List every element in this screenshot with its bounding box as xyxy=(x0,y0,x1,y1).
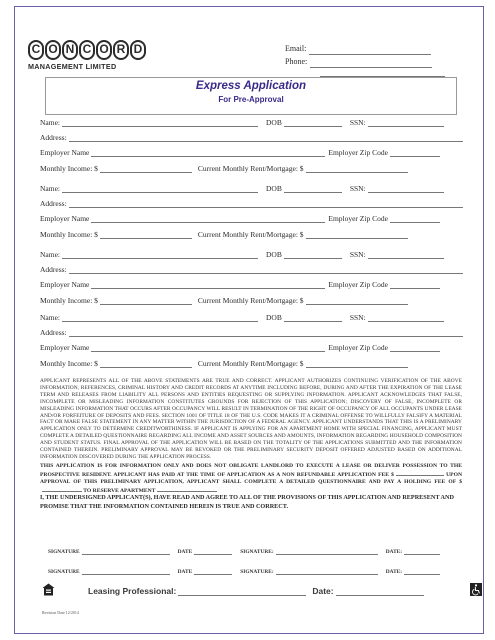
date-field[interactable] xyxy=(194,569,232,575)
name-field[interactable] xyxy=(62,119,258,127)
logo-letter: O xyxy=(96,40,112,60)
leasing-professional-row xyxy=(88,586,424,596)
employer-name-field[interactable] xyxy=(91,215,325,223)
date-field[interactable] xyxy=(404,569,440,575)
dob-label: DOB xyxy=(266,250,282,259)
dob-field[interactable] xyxy=(284,185,342,193)
ssn-label: SSN: xyxy=(349,118,366,127)
email-field[interactable] xyxy=(309,46,431,55)
address-field[interactable] xyxy=(69,134,463,142)
phone-label: Phone: xyxy=(285,57,308,66)
dob-label: DOB xyxy=(266,184,282,193)
signature-field[interactable] xyxy=(82,549,170,555)
logo-letter: D xyxy=(130,40,146,60)
address-label: Address: xyxy=(40,265,67,274)
applicant-row xyxy=(40,118,444,127)
ssn-field[interactable] xyxy=(368,314,444,322)
employer-name-label: Employer Name xyxy=(40,148,90,157)
ssn-label: SSN: xyxy=(349,184,366,193)
rent-label: Current Monthly Rent/Mortgage: $ xyxy=(197,230,304,239)
name-label: Name: xyxy=(40,118,60,127)
employer-zip-field[interactable] xyxy=(390,281,440,289)
application-notice xyxy=(40,463,462,495)
accessibility-icon xyxy=(470,583,482,596)
employer-name-field[interactable] xyxy=(91,344,325,352)
form-subtitle: For Pre-Approval xyxy=(218,95,284,104)
employer-name-label: Employer Name xyxy=(40,280,90,289)
applicant-row xyxy=(40,359,408,368)
phone-row xyxy=(285,55,445,68)
applicant-row xyxy=(40,328,463,337)
rent-field[interactable] xyxy=(306,360,408,368)
logo-letter: C xyxy=(28,40,44,60)
monthly-income-field[interactable] xyxy=(100,231,192,239)
notice-text-2: UPON APPROVAL OF THIS PRELIMINARY APPLICATION, APPLICANT SHALL COMPLETE A DETAILED QUESTIONNAIRE AND PAY A HOLDING FEE OF $ xyxy=(40,472,462,485)
applicant-row xyxy=(40,265,463,274)
legal-disclaimer: APPLICANT REPRESENTS ALL OF THE ABOVE STATEMENTS ARE TRUE AND CORRECT. APPLICANT AUTHORIZES CONTINUING VERIFICATION OF THE ABOVE INFORMATION, REFERENCES, CRIMINAL HISTORY AND CREDIT RECORDS AT ANYTIME INCLUDING BEFORE, DURING AND AFTER THE EXPIRATION OF THE LEASE TERM AND RELEASES FROM LIABILITY ALL PERSONS AND ENTITIES REQUESTING OR SUPPLYING INFORMATION. APPLICANT ACKNOWLEDGES THAT FALSE, INCOMPLETE OR MISLEADING INFORMATION CONSTITUTES GROUNDS FOR REJECTION OF THIS APPLICATION; DISCOVERY OF FALSE, INCOMPLETE OR MISLEADING INFORMATION THAT OCCURS AFTER OCCUPANCY WILL RESULT IN TERMINATION OF THE RIGHT OF OCCUPANCY OF ALL OCCUPANTS UNDER LEASE AND/OR FORFEITURE OF DEPOSITS AND FEES. SECTION 1001 OF TITLE 18 OF THE U.S. CODE MAKES IT A CRIMINAL OFFENSE TO WILLFULLY FALSIFY A MATERIAL FACT OR MAKE FALSE STATEMENT IN ANY MATTER WITHIN THE JURISDICTION OF A FEDERAL AGENCY. APPLICANT UNDERSTANDS THAT THIS IS A PRELIMINARY APPLICATION ONLY TO DETERMINE CREDITWORTHINESS. IF APPLICANT IS APPLYING FOR AN APARTMENT HOME WITH SPECIAL FINANCING, APPLICANT MUST COMPLETE A DETAILED QUESTIONNAIRE REGARDING ALL INCOME AND ASSET SOURCES AND AMOUNTS, INFORMATION REGARDING HOUSEHOLD COMPOSITION AND STUDENT STATUS. FINAL APPROVAL OF THE APPLICATION WILL BE BASED ON THE TOTALITY OF THE APPLICATIONS SUBMITTED AND THE INFORMATION CONTAINED THEREIN. PRELIMINARY APPROVAL MAY BE REVOKED OR THE PRELIMINARY SECURITY DEPOSIT OFFERED ADJUSTED BASED ON ADDITIONAL INFORMATION DISCOVERED DURING THE APPLICATION PROCESS. xyxy=(40,378,462,460)
name-field[interactable] xyxy=(62,185,258,193)
rent-label: Current Monthly Rent/Mortgage: $ xyxy=(197,359,304,368)
address-label: Address: xyxy=(40,199,67,208)
monthly-income-field[interactable] xyxy=(100,297,192,305)
date-label: DATE xyxy=(177,569,193,575)
employer-name-field[interactable] xyxy=(91,149,325,157)
logo-letter: O xyxy=(45,40,61,60)
revision-date: Revision Date 12/2014 xyxy=(42,610,79,615)
monthly-income-label: Monthly Income: $ xyxy=(40,359,98,368)
monthly-income-label: Monthly Income: $ xyxy=(40,164,98,173)
date-label: DATE: xyxy=(385,569,403,575)
applicant-row xyxy=(40,230,408,239)
employer-zip-label: Employer Zip Code xyxy=(328,148,388,157)
employer-zip-label: Employer Zip Code xyxy=(328,214,388,223)
form-title: Express Application xyxy=(195,80,307,92)
dob-field[interactable] xyxy=(284,314,342,322)
holding-fee-field[interactable] xyxy=(42,486,82,492)
name-field[interactable] xyxy=(62,314,258,322)
rent-field[interactable] xyxy=(306,165,408,173)
email-row xyxy=(285,42,445,55)
signature-label: SIGNATURE xyxy=(48,549,80,555)
application-fee-field[interactable] xyxy=(396,470,444,476)
applicant-row xyxy=(40,250,444,259)
date-label: DATE: xyxy=(385,549,403,555)
signature-label: SIGNATURE: xyxy=(240,569,274,575)
employer-zip-label: Employer Zip Code xyxy=(328,280,388,289)
applicant-row xyxy=(40,164,408,173)
applicant-row xyxy=(40,184,444,193)
name-label: Name: xyxy=(40,313,60,322)
dob-field[interactable] xyxy=(284,251,342,259)
name-label: Name: xyxy=(40,184,60,193)
applicant-row xyxy=(40,133,463,142)
ssn-field[interactable] xyxy=(368,119,444,127)
date-field[interactable] xyxy=(404,549,440,555)
dob-label: DOB xyxy=(266,313,282,322)
signature-field[interactable] xyxy=(276,569,378,575)
applicant-row xyxy=(40,199,463,208)
logo-wordmark xyxy=(28,40,148,60)
contact-fields xyxy=(285,42,445,77)
address-label: Address: xyxy=(40,328,67,337)
dob-label: DOB xyxy=(266,118,282,127)
applicant-row xyxy=(40,313,444,322)
rent-label: Current Monthly Rent/Mortgage: $ xyxy=(197,164,304,173)
signature-row-1 xyxy=(48,549,440,555)
phone-field[interactable] xyxy=(310,59,432,68)
employer-zip-label: Employer Zip Code xyxy=(328,343,388,352)
employer-zip-field[interactable] xyxy=(390,215,440,223)
leasing-date-label: Date: xyxy=(312,586,334,596)
address-field[interactable] xyxy=(69,200,463,208)
employer-name-field[interactable] xyxy=(91,281,325,289)
monthly-income-label: Monthly Income: $ xyxy=(40,296,98,305)
address-field[interactable] xyxy=(69,329,463,337)
rent-field[interactable] xyxy=(306,231,408,239)
name-field[interactable] xyxy=(62,251,258,259)
logo-letter: R xyxy=(113,40,129,60)
ssn-field[interactable] xyxy=(368,251,444,259)
signature-field[interactable] xyxy=(276,549,378,555)
applicant-row xyxy=(40,148,440,157)
leasing-date-field[interactable] xyxy=(336,588,424,596)
contact-extra-line[interactable] xyxy=(320,68,445,77)
employer-zip-field[interactable] xyxy=(390,344,440,352)
notice-text-1: THIS APPLICATION IS FOR INFORMATION ONLY AND DOES NOT OBLIGATE LANDLORD TO EXECUTE A LEASE OR DELIVER POSSESSION TO THE PROSPECTIVE RESIDENT. APPLICANT HAS PAID AT THE TIME OF APPLICATION AS A NON REFUNDABLE APPLICATION FEE $ xyxy=(40,463,462,478)
logo-subtitle: MANAGEMENT LIMITED xyxy=(28,62,117,71)
rent-field[interactable] xyxy=(306,297,408,305)
logo-letter: N xyxy=(62,40,78,60)
address-field[interactable] xyxy=(69,266,463,274)
employer-zip-field[interactable] xyxy=(390,149,440,157)
agreement-statement: I, THE UNDERSIGNED APPLICANT(S), HAVE READ AND AGREE TO ALL OF THE PROVISIONS OF THIS APPLICATION AND REPRESENT AND PROMISE THAT THE INFORMATION CONTAINED HEREIN IS TRUE AND CORRECT. xyxy=(40,494,454,510)
logo-letter: C xyxy=(79,40,95,60)
rent-label: Current Monthly Rent/Mortgage: $ xyxy=(197,296,304,305)
leasing-professional-field[interactable] xyxy=(178,588,306,596)
ssn-label: SSN: xyxy=(349,313,366,322)
name-label: Name: xyxy=(40,250,60,259)
signature-row-2 xyxy=(48,569,440,575)
applicant-row xyxy=(40,214,440,223)
signature-label: SIGNATURE: xyxy=(240,549,274,555)
employer-name-label: Employer Name xyxy=(40,343,90,352)
signature-label: SIGNATURE xyxy=(48,569,80,575)
employer-name-label: Employer Name xyxy=(40,214,90,223)
notice-text-3: TO RESERVE APARTMENT xyxy=(82,488,156,494)
leasing-professional-label: Leasing Professional: xyxy=(88,586,177,596)
monthly-income-label: Monthly Income: $ xyxy=(40,230,98,239)
signature-field[interactable] xyxy=(82,569,170,575)
date-label: DATE xyxy=(177,549,193,555)
concord-logo xyxy=(28,40,148,76)
apartment-field[interactable] xyxy=(157,486,217,492)
applicant-row xyxy=(40,343,440,352)
ssn-label: SSN: xyxy=(349,250,366,259)
monthly-income-field[interactable] xyxy=(100,360,192,368)
title-box xyxy=(45,77,457,115)
dob-field[interactable] xyxy=(284,119,342,127)
ssn-field[interactable] xyxy=(368,185,444,193)
monthly-income-field[interactable] xyxy=(100,165,192,173)
date-field[interactable] xyxy=(194,549,232,555)
applicant-row xyxy=(40,280,440,289)
applicant-row xyxy=(40,296,408,305)
equal-housing-icon xyxy=(42,583,55,596)
address-label: Address: xyxy=(40,133,67,142)
email-label: Email: xyxy=(285,44,307,53)
